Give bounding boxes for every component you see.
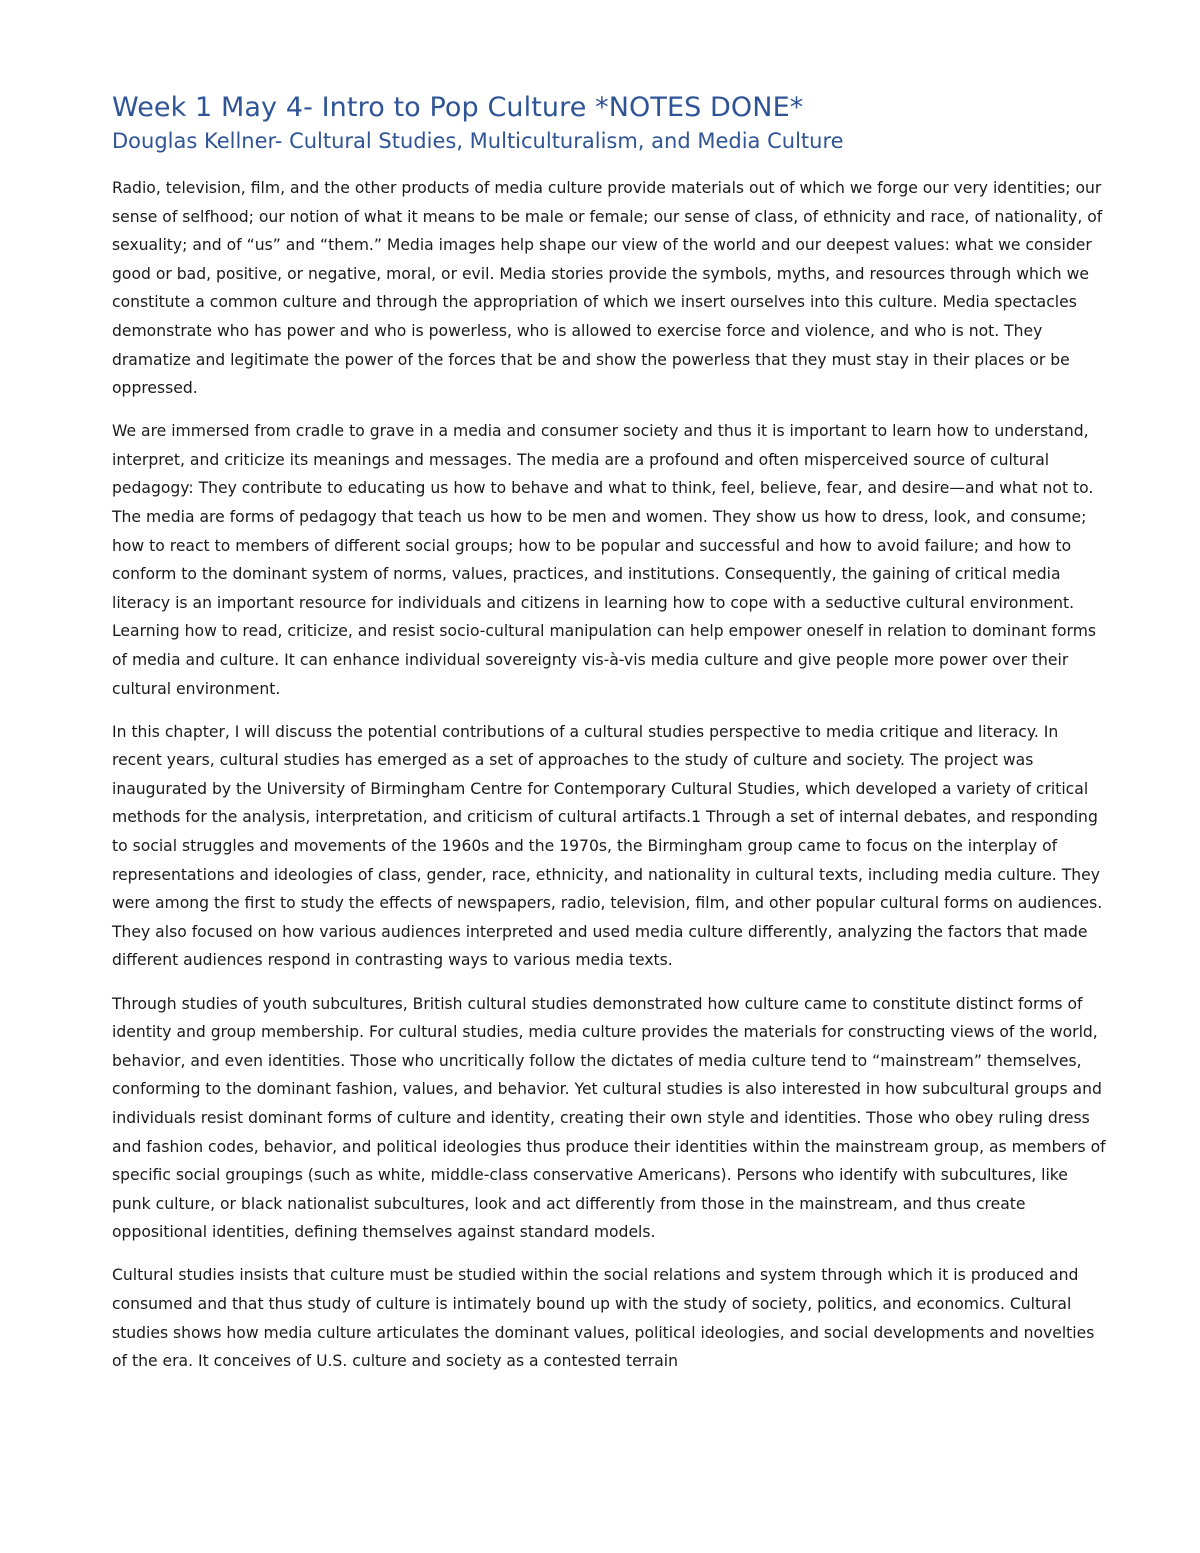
paragraph-4: Through studies of youth subcultures, British cultural studies demonstrated how culture came to constitute distinct forms of identity and group membership. For cultural studies, media culture provides the materials for constructing views of the world, behavior, and even identities. Those who uncritically follow the dictates of media culture tend to “mainstream” themselves, conforming to the dominant fashion, values, and behavior. Yet cultural studies is also interested in how subcultural groups and individuals resist dominant forms of culture and identity, creating their own style and identities. Those who obey ruling dress and fashion codes, behavior, and political ideologies thus produce their identities within the mainstream group, as members of specific social groupings (such as white, middle-class conservative Americans). Persons who identify with subcultures, like punk culture, or black nationalist subcultures, look and act differently from those in the mainstream, and thus create oppositional identities, defining themselves against standard models.: [112, 994, 1106, 1242]
document-title: Week 1 May 4- Intro to Pop Culture *NOTES DONE*: [112, 92, 804, 123]
paragraph-5: Cultural studies insists that culture must be studied within the social relations and system through which it is produced and consumed and that thus study of culture is intimately bound up with the study of society, politics, and economics. Cultural studies shows how media culture articulates the dominant values, political ideologies, and social developments and novelties of the era. It conceives of U.S. culture and society as a contested terrain: [112, 1266, 1095, 1371]
paragraph-1: Radio, television, film, and the other products of media culture provide materials out of which we forge our very identities; our sense of selfhood; our notion of what it means to be male or female; our sense of class, of ethnicity and race, of nationality, of sexuality; and of “us” and “them.” Media images help shape our view of the world and our deepest values: what we consider good or bad, positive, or negative, moral, or evil. Media stories provide the symbols, myths, and resources through which we constitute a common culture and through the appropriation of which we insert ourselves into this culture. Media spectacles demonstrate who has power and who is powerless, who is allowed to exercise force and violence, and who is not. They dramatize and legitimate the power of the forces that be and show the powerless that they must stay in their places or be oppressed.: [112, 179, 1103, 398]
document-subtitle: Douglas Kellner- Cultural Studies, Multiculturalism, and Media Culture: [112, 129, 844, 153]
paragraph-3: In this chapter, I will discuss the potential contributions of a cultural studies perspective to media critique and literacy. In recent years, cultural studies has emerged as a set of approaches to the study of culture and society. The project was inaugurated by the University of Birmingham Centre for Contemporary Cultural Studies, which developed a variety of critical methods for the analysis, interpretation, and criticism of cultural artifacts.1 Through a set of internal debates, and responding to social struggles and movements of the 1960s and the 1970s, the Birmingham group came to focus on the interplay of representations and ideologies of class, gender, race, ethnicity, and nationality in cultural texts, including media culture. They were among the first to study the effects of newspapers, radio, television, film, and other popular cultural forms on audiences. They also focused on how various audiences interpreted and used media culture differently, analyzing the factors that made different audiences respond in contrasting ways to various media texts.: [112, 722, 1103, 970]
paragraph-2: We are immersed from cradle to grave in a media and consumer society and thus it is important to learn how to understand, interpret, and criticize its meanings and messages. The media are a profound and often misperceived source of cultural pedagogy: They contribute to educating us how to behave and what to think, feel, believe, fear, and desire—and what not to. The media are forms of pedagogy that teach us how to be men and women. They show us how to dress, look, and consume; how to react to members of different social groups; how to be popular and successful and how to avoid failure; and how to conform to the dominant system of norms, values, practices, and institutions. Consequently, the gaining of critical media literacy is an important resource for individuals and citizens in learning how to cope with a seductive cultural environment. Learning how to read, criticize, and resist socio-cultural manipulation can help empower oneself in relation to dominant forms of media and culture. It can enhance individual sovereignty vis-à-vis media culture and give people more power over their cultural environment.: [112, 422, 1097, 698]
